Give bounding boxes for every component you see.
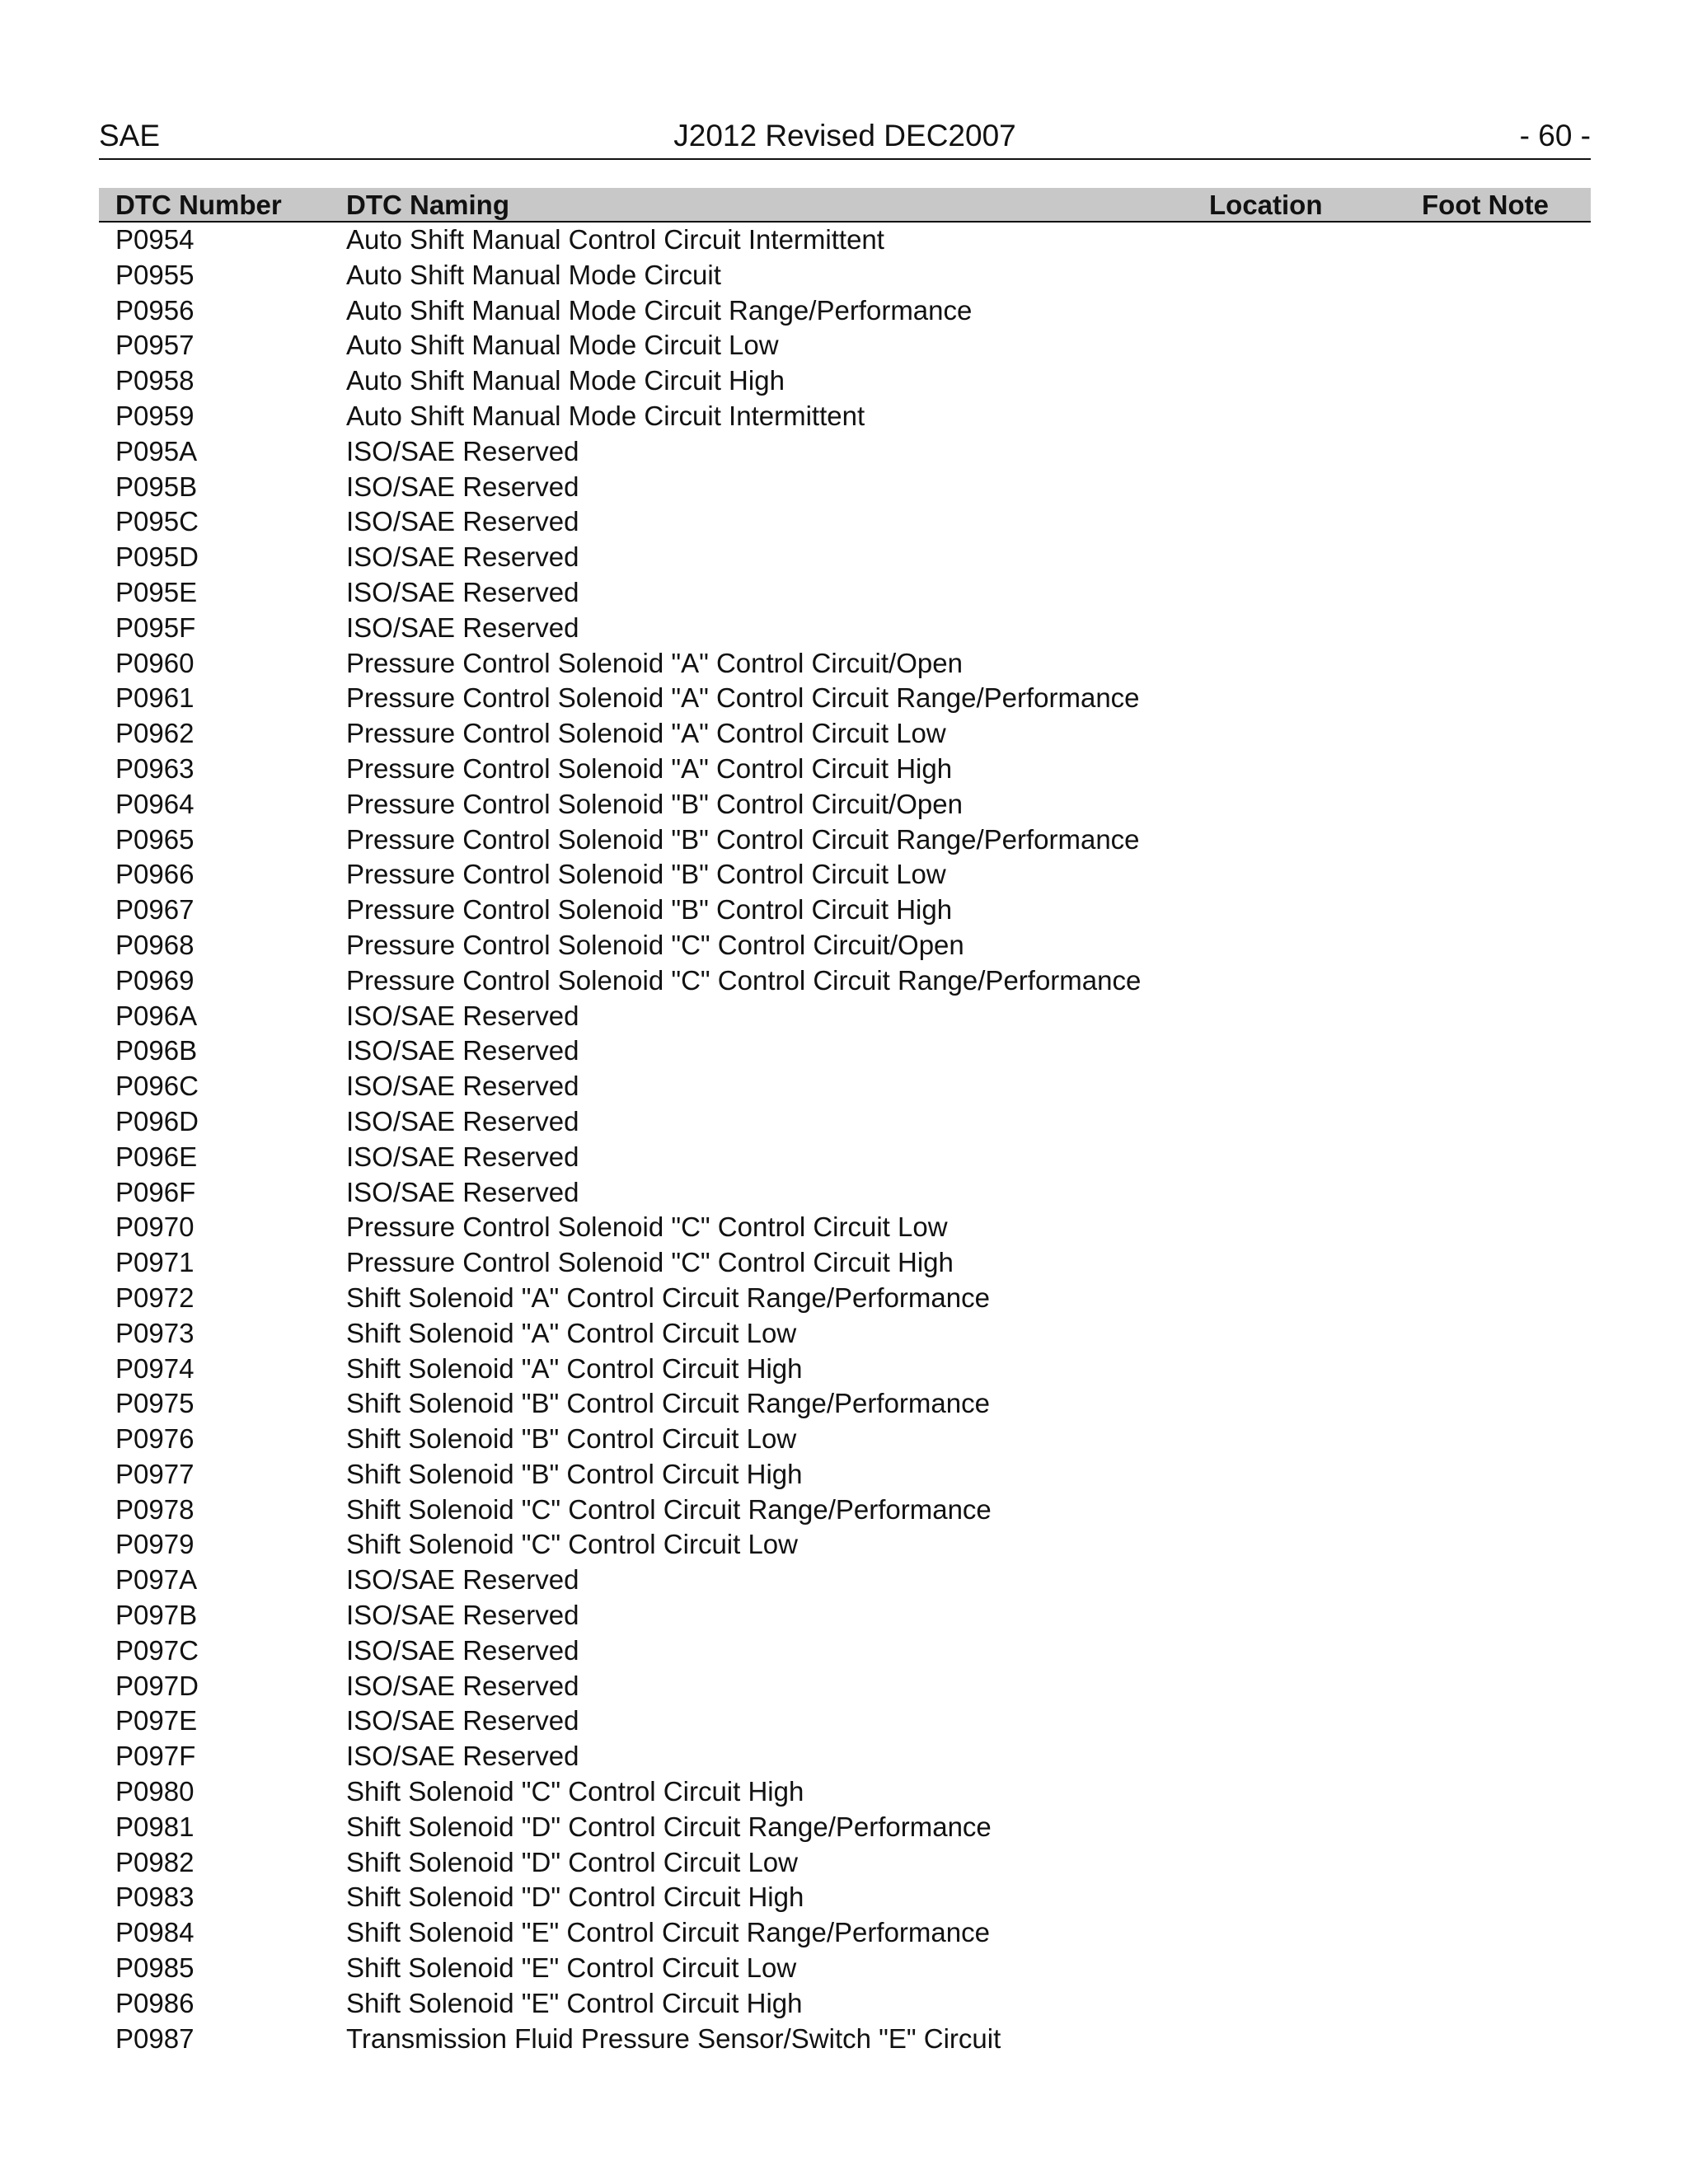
table-row bbox=[99, 963, 1591, 999]
table-row bbox=[99, 611, 1591, 646]
dtc-number-cell: P097E bbox=[115, 1705, 198, 1736]
table-row bbox=[99, 2022, 1591, 2057]
table-row bbox=[99, 575, 1591, 611]
column-header-dtc-naming: DTC Naming bbox=[346, 190, 509, 220]
dtc-number-cell: P096E bbox=[115, 1141, 198, 1172]
dtc-naming-cell: Pressure Control Solenoid "C" Control Circuit/Open bbox=[346, 929, 964, 960]
dtc-number-cell: P0985 bbox=[115, 1952, 195, 1984]
dtc-number-cell: P095A bbox=[115, 435, 198, 466]
dtc-naming-cell: Shift Solenoid "A" Control Circuit Range/Performance bbox=[346, 1282, 990, 1313]
dtc-naming-cell: ISO/SAE Reserved bbox=[346, 1071, 579, 1102]
table-row bbox=[99, 470, 1591, 505]
dtc-number-cell: P0984 bbox=[115, 1917, 195, 1948]
dtc-number-cell: P095C bbox=[115, 506, 199, 537]
table-row bbox=[99, 1880, 1591, 1915]
dtc-number-cell: P0966 bbox=[115, 859, 195, 890]
table-row bbox=[99, 1033, 1591, 1069]
dtc-naming-cell: ISO/SAE Reserved bbox=[346, 1035, 579, 1066]
dtc-number-cell: P095E bbox=[115, 576, 198, 607]
table-row bbox=[99, 1140, 1591, 1175]
dtc-number-cell: P095B bbox=[115, 471, 198, 502]
dtc-naming-cell: ISO/SAE Reserved bbox=[346, 576, 579, 607]
dtc-naming-cell: Shift Solenoid "A" Control Circuit High bbox=[346, 1352, 803, 1384]
dtc-naming-cell: Shift Solenoid "D" Control Circuit Low bbox=[346, 1846, 798, 1877]
table-row bbox=[99, 1739, 1591, 1774]
dtc-number-cell: P0959 bbox=[115, 400, 195, 431]
dtc-naming-cell: ISO/SAE Reserved bbox=[346, 612, 579, 643]
dtc-naming-cell: Pressure Control Solenoid "A" Control Circuit/Open bbox=[346, 647, 963, 678]
dtc-naming-cell: ISO/SAE Reserved bbox=[346, 541, 579, 573]
dtc-table bbox=[99, 188, 1591, 2056]
dtc-naming-cell: Shift Solenoid "B" Control Circuit Range/Performance bbox=[346, 1388, 990, 1419]
table-row bbox=[99, 1245, 1591, 1281]
dtc-number-cell: P097F bbox=[115, 1741, 196, 1772]
dtc-naming-cell: ISO/SAE Reserved bbox=[346, 1670, 579, 1701]
table-row bbox=[99, 716, 1591, 752]
dtc-naming-cell: Pressure Control Solenoid "B" Control Circuit Low bbox=[346, 859, 946, 890]
dtc-naming-cell: Pressure Control Solenoid "B" Control Circuit/Open bbox=[346, 788, 963, 819]
dtc-number-cell: P0960 bbox=[115, 647, 195, 678]
dtc-naming-cell: Pressure Control Solenoid "A" Control Circuit Low bbox=[346, 718, 946, 749]
dtc-number-cell: P0974 bbox=[115, 1352, 195, 1384]
dtc-number-cell: P0964 bbox=[115, 788, 195, 819]
dtc-naming-cell: Pressure Control Solenoid "A" Control Circuit Range/Performance bbox=[346, 682, 1140, 714]
dtc-number-cell: P097C bbox=[115, 1634, 199, 1666]
table-row bbox=[99, 893, 1591, 928]
table-row bbox=[99, 1104, 1591, 1140]
dtc-number-cell: P0972 bbox=[115, 1282, 195, 1313]
dtc-number-cell: P0961 bbox=[115, 682, 195, 714]
dtc-number-cell: P0970 bbox=[115, 1212, 195, 1243]
table-row bbox=[99, 1281, 1591, 1316]
table-row bbox=[99, 1386, 1591, 1422]
table-row bbox=[99, 1563, 1591, 1598]
dtc-number-cell: P0971 bbox=[115, 1247, 195, 1278]
table-row bbox=[99, 1210, 1591, 1245]
dtc-number-cell: P0958 bbox=[115, 365, 195, 396]
header-page-number: - 60 - bbox=[1519, 119, 1591, 152]
dtc-number-cell: P0987 bbox=[115, 2022, 195, 2054]
dtc-number-cell: P096F bbox=[115, 1176, 196, 1207]
column-header-location: Location bbox=[1209, 190, 1323, 220]
dtc-number-cell: P0973 bbox=[115, 1317, 195, 1348]
table-row bbox=[99, 928, 1591, 963]
table-row bbox=[99, 646, 1591, 682]
dtc-number-cell: P0965 bbox=[115, 823, 195, 855]
dtc-number-cell: P0963 bbox=[115, 752, 195, 784]
table-row bbox=[99, 1951, 1591, 1986]
table-row bbox=[99, 434, 1591, 470]
dtc-number-cell: P0955 bbox=[115, 259, 195, 290]
dtc-naming-cell: ISO/SAE Reserved bbox=[346, 1705, 579, 1736]
table-row bbox=[99, 1352, 1591, 1387]
dtc-number-cell: P0954 bbox=[115, 224, 195, 255]
dtc-naming-cell: Shift Solenoid "D" Control Circuit High bbox=[346, 1882, 804, 1913]
dtc-naming-cell: ISO/SAE Reserved bbox=[346, 1105, 579, 1137]
table-row bbox=[99, 223, 1591, 258]
table-row bbox=[99, 258, 1591, 293]
dtc-naming-cell: Shift Solenoid "D" Control Circuit Range/Performance bbox=[346, 1811, 992, 1842]
dtc-number-cell: P0957 bbox=[115, 330, 195, 361]
table-row bbox=[99, 1316, 1591, 1352]
dtc-naming-cell: Transmission Fluid Pressure Sensor/Switch "E" Circuit bbox=[346, 2022, 1001, 2054]
dtc-number-cell: P0979 bbox=[115, 1529, 195, 1560]
dtc-number-cell: P0982 bbox=[115, 1846, 195, 1877]
dtc-naming-cell: ISO/SAE Reserved bbox=[346, 1741, 579, 1772]
dtc-number-cell: P0986 bbox=[115, 1987, 195, 2018]
dtc-naming-cell: Pressure Control Solenoid "C" Control Circuit High bbox=[346, 1247, 954, 1278]
dtc-number-cell: P0969 bbox=[115, 964, 195, 996]
column-header-foot-note: Foot Note bbox=[1422, 190, 1549, 220]
dtc-naming-cell: Auto Shift Manual Mode Circuit High bbox=[346, 365, 785, 396]
dtc-number-cell: P0980 bbox=[115, 1776, 195, 1807]
dtc-naming-cell: Pressure Control Solenoid "B" Control Circuit Range/Performance bbox=[346, 823, 1140, 855]
dtc-number-cell: P0977 bbox=[115, 1458, 195, 1489]
dtc-number-cell: P096B bbox=[115, 1035, 198, 1066]
table-row bbox=[99, 1175, 1591, 1211]
table-row bbox=[99, 1069, 1591, 1104]
table-row bbox=[99, 823, 1591, 858]
table-row bbox=[99, 1493, 1591, 1528]
dtc-naming-cell: Shift Solenoid "C" Control Circuit Low bbox=[346, 1529, 798, 1560]
table-row bbox=[99, 1810, 1591, 1845]
dtc-number-cell: P0975 bbox=[115, 1388, 195, 1419]
dtc-naming-cell: Auto Shift Manual Mode Circuit Range/Performance bbox=[346, 294, 973, 326]
dtc-number-cell: P0968 bbox=[115, 929, 195, 960]
table-row bbox=[99, 399, 1591, 434]
header-document-title: J2012 Revised DEC2007 bbox=[673, 119, 1016, 152]
dtc-number-cell: P096D bbox=[115, 1105, 199, 1137]
dtc-naming-cell: Auto Shift Manual Control Circuit Intermittent bbox=[346, 224, 884, 255]
dtc-naming-cell: ISO/SAE Reserved bbox=[346, 1000, 579, 1031]
table-row bbox=[99, 999, 1591, 1034]
page-header bbox=[99, 115, 1591, 160]
dtc-number-cell: P095D bbox=[115, 541, 199, 573]
dtc-naming-cell: Shift Solenoid "C" Control Circuit Range/Performance bbox=[346, 1493, 992, 1525]
dtc-naming-cell: Shift Solenoid "B" Control Circuit Low bbox=[346, 1423, 797, 1455]
dtc-number-cell: P0981 bbox=[115, 1811, 195, 1842]
dtc-naming-cell: Shift Solenoid "E" Control Circuit Range/Performance bbox=[346, 1917, 990, 1948]
table-row bbox=[99, 787, 1591, 823]
dtc-naming-cell: ISO/SAE Reserved bbox=[346, 1564, 579, 1596]
dtc-naming-cell: ISO/SAE Reserved bbox=[346, 435, 579, 466]
dtc-number-cell: P097D bbox=[115, 1670, 199, 1701]
dtc-number-cell: P095F bbox=[115, 612, 196, 643]
dtc-number-cell: P0983 bbox=[115, 1882, 195, 1913]
dtc-number-cell: P0978 bbox=[115, 1493, 195, 1525]
dtc-naming-cell: Shift Solenoid "E" Control Circuit High bbox=[346, 1987, 803, 2018]
dtc-number-cell: P0967 bbox=[115, 894, 195, 926]
dtc-number-cell: P0962 bbox=[115, 718, 195, 749]
dtc-naming-cell: Pressure Control Solenoid "A" Control Circuit High bbox=[346, 752, 953, 784]
dtc-naming-cell: ISO/SAE Reserved bbox=[346, 506, 579, 537]
dtc-naming-cell: Shift Solenoid "A" Control Circuit Low bbox=[346, 1317, 797, 1348]
table-row bbox=[99, 328, 1591, 363]
table-row bbox=[99, 1774, 1591, 1810]
table-row bbox=[99, 363, 1591, 399]
dtc-number-cell: P0976 bbox=[115, 1423, 195, 1455]
dtc-naming-cell: ISO/SAE Reserved bbox=[346, 471, 579, 502]
header-organization: SAE bbox=[99, 119, 161, 152]
table-row bbox=[99, 1527, 1591, 1563]
table-row bbox=[99, 1457, 1591, 1493]
table-row bbox=[99, 504, 1591, 540]
table-row bbox=[99, 1669, 1591, 1704]
dtc-naming-cell: Pressure Control Solenoid "B" Control Circuit High bbox=[346, 894, 953, 926]
dtc-number-cell: P096A bbox=[115, 1000, 198, 1031]
table-row bbox=[99, 1845, 1591, 1881]
table-row bbox=[99, 681, 1591, 716]
table-row bbox=[99, 1915, 1591, 1951]
dtc-naming-cell: ISO/SAE Reserved bbox=[346, 1141, 579, 1172]
table-row bbox=[99, 1598, 1591, 1633]
dtc-naming-cell: Auto Shift Manual Mode Circuit Intermittent bbox=[346, 400, 865, 431]
dtc-naming-cell: Shift Solenoid "C" Control Circuit High bbox=[346, 1776, 804, 1807]
dtc-naming-cell: Auto Shift Manual Mode Circuit bbox=[346, 259, 721, 290]
dtc-number-cell: P0956 bbox=[115, 294, 195, 326]
table-row bbox=[99, 540, 1591, 575]
dtc-naming-cell: Pressure Control Solenoid "C" Control Circuit Range/Performance bbox=[346, 964, 1142, 996]
column-header-dtc-number: DTC Number bbox=[115, 190, 282, 220]
dtc-naming-cell: Shift Solenoid "E" Control Circuit Low bbox=[346, 1952, 797, 1984]
table-header-row bbox=[99, 188, 1591, 223]
dtc-naming-cell: Auto Shift Manual Mode Circuit Low bbox=[346, 330, 779, 361]
table-row bbox=[99, 857, 1591, 893]
dtc-naming-cell: ISO/SAE Reserved bbox=[346, 1176, 579, 1207]
table-body bbox=[99, 223, 1591, 2056]
dtc-naming-cell: Pressure Control Solenoid "C" Control Circuit Low bbox=[346, 1212, 948, 1243]
dtc-number-cell: P096C bbox=[115, 1071, 199, 1102]
dtc-number-cell: P097A bbox=[115, 1564, 198, 1596]
dtc-naming-cell: ISO/SAE Reserved bbox=[346, 1600, 579, 1631]
dtc-naming-cell: Shift Solenoid "B" Control Circuit High bbox=[346, 1458, 803, 1489]
table-row bbox=[99, 752, 1591, 787]
dtc-number-cell: P097B bbox=[115, 1600, 198, 1631]
table-row bbox=[99, 1422, 1591, 1457]
table-row bbox=[99, 1704, 1591, 1739]
dtc-naming-cell: ISO/SAE Reserved bbox=[346, 1634, 579, 1666]
table-row bbox=[99, 1633, 1591, 1669]
table-row bbox=[99, 293, 1591, 329]
table-row bbox=[99, 1986, 1591, 2022]
